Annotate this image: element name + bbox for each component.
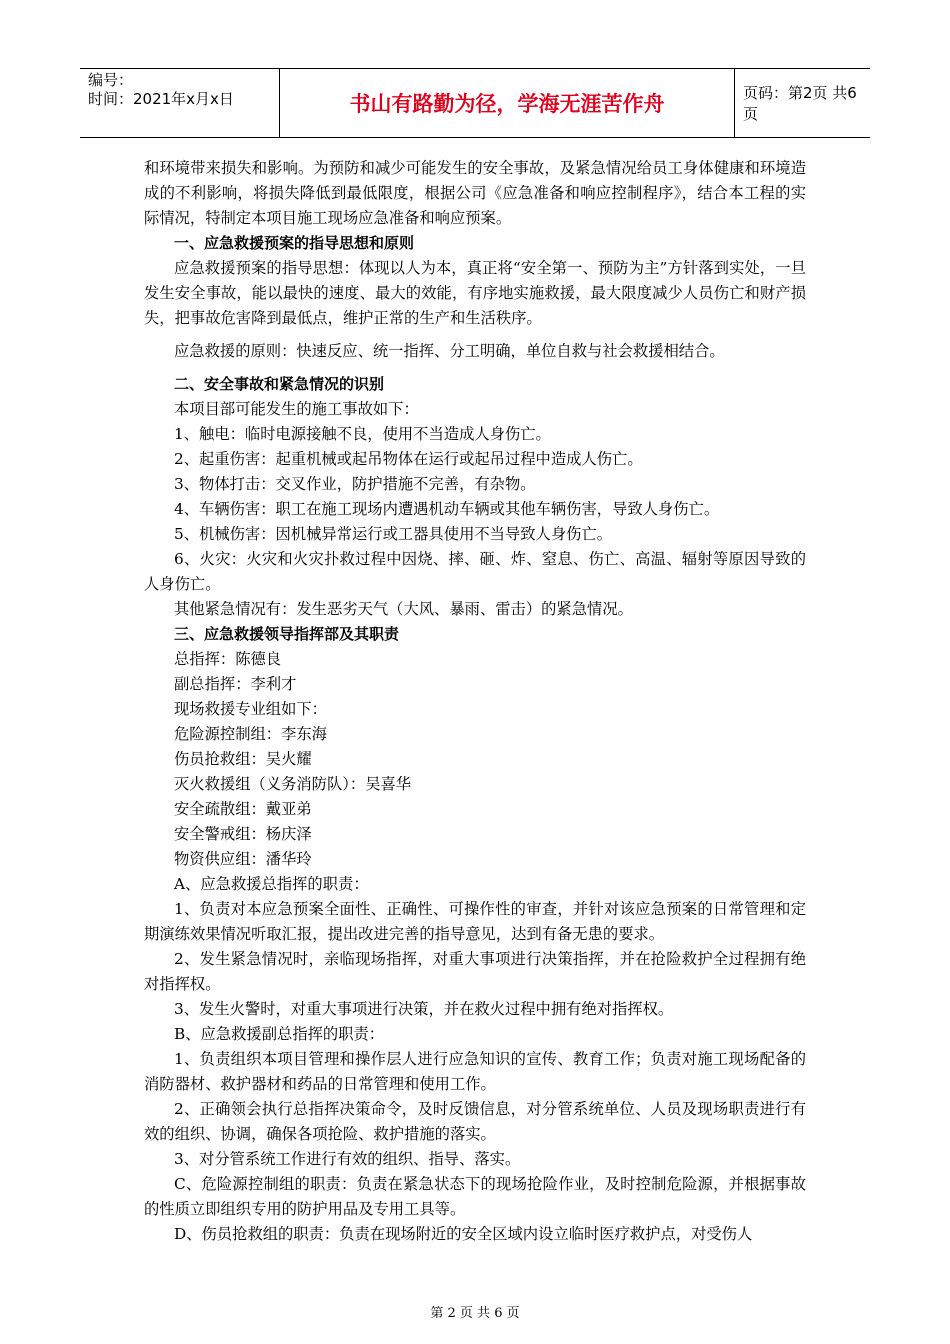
command-item: 安全警戒组：杨庆泽 — [174, 825, 312, 843]
duty-b-item: 1、负责组织本项目管理和操作层人进行应急知识的宣传、教育工作；负责对施工现场配备的消防器材、救护器材和药品的日常管理和使用工作。 — [144, 1050, 806, 1093]
command-item: 伤员抢救组：吴火耀 — [174, 750, 312, 768]
duty-b-item: 3、对分管系统工作进行有效的组织、指导、落实。 — [174, 1150, 521, 1168]
document-time-label: 时间：2021年x月x日 — [88, 90, 234, 108]
document-body — [144, 156, 806, 1247]
intro-paragraph: 和环境带来损失和影响。为预防和减少可能发生的安全事故，及紧急情况给员工身体健康和环境造成的不利影响，将损失降低到最低限度，根据公司《应急准备和响应控制程序》，结合本工程的实际情况，特制定本项目施工现场应急准备和响应预案。 — [144, 159, 806, 227]
duty-d: D、伤员抢救组的职责：负责在现场附近的安全区域内设立临时医疗救护点，对受伤人 — [174, 1225, 753, 1243]
page-footer: 第 2 页 共 6 页 — [430, 1306, 520, 1321]
accidents-intro: 本项目部可能发生的施工事故如下： — [174, 400, 419, 418]
duty-b-title: B、应急救援副总指挥的职责： — [174, 1025, 385, 1043]
list-item: 2、起重伤害：起重机械或起吊物体在运行或起吊过程中造成人伤亡。 — [174, 450, 643, 468]
command-item: 安全疏散组：戴亚弟 — [174, 800, 312, 818]
command-item: 副总指挥：李利才 — [174, 675, 297, 693]
command-item: 物资供应组：潘华玲 — [174, 850, 312, 868]
guideline-paragraph: 应急救援预案的指导思想：体现以人为本，真正将“安全第一、预防为主”方针落到实处，一旦发生安全事故，能以最快的速度、最大的效能，有序地实施救援，最大限度减少人员伤亡和财产损失，把事故危害降到最低点，维护正常的生产和生活秩序。 — [144, 259, 806, 327]
command-item: 危险源控制组：李东海 — [174, 725, 327, 743]
list-item: 5、机械伤害：因机械异常运行或工器具使用不当导致人身伤亡。 — [174, 525, 613, 543]
duty-a-title: A、应急救援总指挥的职责： — [174, 875, 369, 893]
command-item: 灭火救援组（义务消防队）：吴喜华 — [174, 775, 412, 793]
duty-a-item: 3、发生火警时，对重大事项进行决策，并在救火过程中拥有绝对指挥权。 — [174, 1000, 674, 1018]
other-emergency: 其他紧急情况有：发生恶劣天气（大风、暴雨、雷击）的紧急情况。 — [174, 600, 633, 618]
list-item: 1、触电：临时电源接触不良，使用不当造成人身伤亡。 — [174, 425, 551, 443]
document-header — [80, 68, 870, 138]
section-heading-2: 二、安全事故和紧急情况的识别 — [174, 375, 385, 393]
list-item: 3、物体打击：交叉作业，防护措施不完善，有杂物。 — [174, 475, 536, 493]
command-item: 总指挥：陈德良 — [174, 650, 282, 668]
header-motto: 书山有路勤为径，学海无涯苦作舟 — [280, 69, 735, 137]
list-item: 6、火灾：火灾和火灾扑救过程中因烧、摔、砸、炸、窒息、伤亡、高温、辐射等原因导致的人身伤亡。 — [144, 550, 806, 593]
duty-a-item: 2、发生紧急情况时，亲临现场指挥，对重大事项进行决策指挥，并在抢险救护全过程拥有绝对指挥权。 — [144, 950, 806, 993]
header-page-number: 页码：第2页 共6页 — [743, 84, 857, 123]
duty-c: C、危险源控制组的职责：负责在紧急状态下的现场抢险作业，及时控制危险源，并根据事故的性质立即组织专用的防护用品及专用工具等。 — [144, 1175, 806, 1218]
list-item: 4、车辆伤害：职工在施工现场内遭遇机动车辆或其他车辆伤害，导致人身伤亡。 — [174, 500, 720, 518]
duty-a-item: 1、负责对本应急预案全面性、正确性、可操作性的审查，并针对该应急预案的日常管理和定期演练效果情况听取汇报，提出改进完善的指导意见，达到有备无患的要求。 — [144, 900, 806, 943]
duty-b-item: 2、正确领会执行总指挥决策命令，及时反馈信息，对分管系统单位、人员及现场职责进行有效的组织、协调，确保各项抢险、救护措施的落实。 — [144, 1100, 806, 1143]
section-heading-3: 三、应急救援领导指挥部及其职责 — [174, 625, 400, 643]
principle-paragraph: 应急救援的原则：快速反应、统一指挥、分工明确，单位自救与社会救援相结合。 — [174, 342, 725, 360]
command-item: 现场救援专业组如下： — [174, 700, 327, 718]
header-meta — [80, 69, 280, 137]
document-number-label: 编号： — [88, 71, 134, 89]
section-heading-1: 一、应急救援预案的指导思想和原则 — [174, 234, 415, 252]
